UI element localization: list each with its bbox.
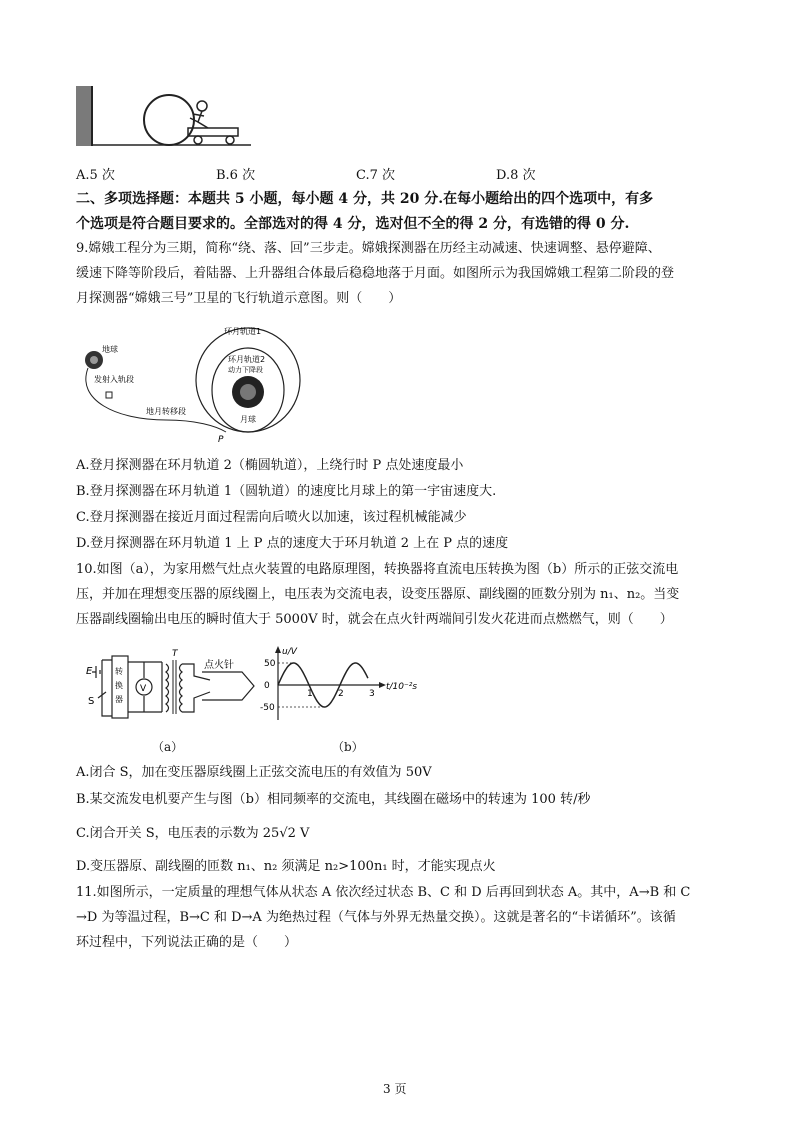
- q10-option-c: C.闭合开关 S，电压表的示数为 25√2 V: [76, 826, 310, 841]
- q11-stem-line3: 环过程中，下列说法正确的是（ ）: [76, 935, 298, 950]
- q10-caption-b: （b）: [332, 740, 364, 754]
- y-tick-label: -50: [260, 703, 275, 713]
- section-heading-line2: 个选项是符合题目要求的。全部选对的得 4 分，选对但不全的得 2 分，有选错的得 0 分.: [76, 216, 630, 232]
- label-voltmeter: V: [140, 684, 147, 694]
- label-transfer: 地月转移段: [146, 407, 186, 416]
- q8-option-d: D.8 次: [496, 168, 536, 183]
- q8-option-a: A.5 次: [76, 168, 115, 183]
- label-launch: 发射入轨段: [94, 375, 134, 384]
- label-descent: 动力下降段: [228, 366, 263, 374]
- label-orbit1: 环月轨道1: [224, 327, 262, 336]
- q9-stem-line2: 缓速下降等阶段后，着陆器、上升器组合体最后稳稳地落于月面。如图所示为我国嫦娥工程第二阶段的登: [76, 266, 675, 281]
- q9-stem-line1: 9.嫦娥工程分为三期，简称“绕、落、回”三步走。嫦娥探测器在历经主动减速、快速调整、悬停避障、: [76, 241, 661, 256]
- label-converter-1: 转: [115, 667, 123, 676]
- x-tick-label: 1: [307, 689, 313, 699]
- q8-option-b: B.6 次: [216, 168, 256, 183]
- label-converter-2: 换: [115, 681, 123, 690]
- label-moon: 月球: [240, 415, 256, 424]
- q10-sine-chart: [262, 644, 432, 724]
- q11-stem-line1: 11.如图所示，一定质量的理想气体从状态 A 依次经过状态 B、C 和 D 后再回到状态 A。其中，A→B 和 C: [76, 885, 691, 900]
- q10-circuit-figure: [82, 649, 262, 724]
- q8-figure: [76, 82, 256, 152]
- label-converter-3: 器: [115, 695, 123, 704]
- y-axis-label: u/V: [282, 647, 297, 657]
- q9-option-b: B.登月探测器在环月轨道 1（圆轨道）的速度比月球上的第一宇宙速度大.: [76, 484, 497, 499]
- q10-stem-line1: 10.如图（a），为家用燃气灶点火装置的电路原理图，转换器将直流电压转换为图（b）所示的正弦交流电: [76, 562, 679, 577]
- q9-option-a: A.登月探测器在环月轨道 2（椭圆轨道），上绕行时 P 点处速度最小: [76, 458, 464, 473]
- label-s: S: [88, 696, 95, 707]
- q8-option-c: C.7 次: [356, 168, 396, 183]
- y-tick-label: 0: [264, 681, 270, 691]
- label-earth: 地球: [102, 345, 118, 354]
- x-tick-label: 3: [369, 689, 375, 699]
- q10-stem-line3: 压器副线圈输出电压的瞬时值大于 5000V 时，就会在点火针两端间引发火花进而点燃燃气，则（ ）: [76, 612, 673, 627]
- q10-stem-line2: 压，并加在理想变压器的原线圈上，电压表为交流电表，设变压器原、副线圈的匝数分别为 n₁、n₂。当变: [76, 587, 680, 602]
- label-igniter: 点火针: [204, 660, 234, 671]
- q9-option-c: C.登月探测器在接近月面过程需向后喷火以加速，该过程机械能减少: [76, 510, 467, 525]
- q9-orbit-figure: [76, 320, 296, 450]
- q9-stem-line3: 月探测器“嫦娥三号”卫星的飞行轨道示意图。则（ ）: [76, 291, 402, 306]
- y-axis-arrow: [275, 646, 281, 653]
- y-tick-label: 50: [264, 659, 276, 669]
- label-orbit2: 环月轨道2: [228, 355, 266, 364]
- label-point-p: P: [218, 435, 224, 445]
- section-heading-line1: 二、多项选择题：本题共 5 小题，每小题 4 分，共 20 分.在每小题给出的四个选项中，有多: [76, 191, 654, 207]
- q10-option-b: B.某交流发电机要产生与图（b）相同频率的交流电，其线圈在磁场中的转速为 100 转/秒: [76, 792, 591, 807]
- q10-option-a: A.闭合 S，加在变压器原线圈上正弦交流电压的有效值为 50V: [76, 765, 432, 780]
- q10-caption-a: （a）: [152, 740, 184, 754]
- x-axis-arrow: [379, 682, 386, 688]
- q10-option-d: D.变压器原、副线圈的匝数 n₁、n₂ 须满足 n₂>100n₁ 时，才能实现点火: [76, 859, 496, 874]
- page-number: 3 页: [383, 1082, 407, 1096]
- q9-option-d: D.登月探测器在环月轨道 1 上 P 点的速度大于环月轨道 2 上在 P 点的速度: [76, 536, 509, 551]
- label-t: T: [172, 649, 178, 659]
- q11-stem-line2: →D 为等温过程，B→C 和 D→A 为绝热过程（气体与外界无热量交换）。这就是著名的“卡诺循环”。该循: [76, 910, 676, 925]
- x-axis-label: t/10⁻²s: [386, 682, 418, 692]
- label-e: E: [86, 666, 93, 677]
- x-tick-label: 2: [338, 689, 344, 699]
